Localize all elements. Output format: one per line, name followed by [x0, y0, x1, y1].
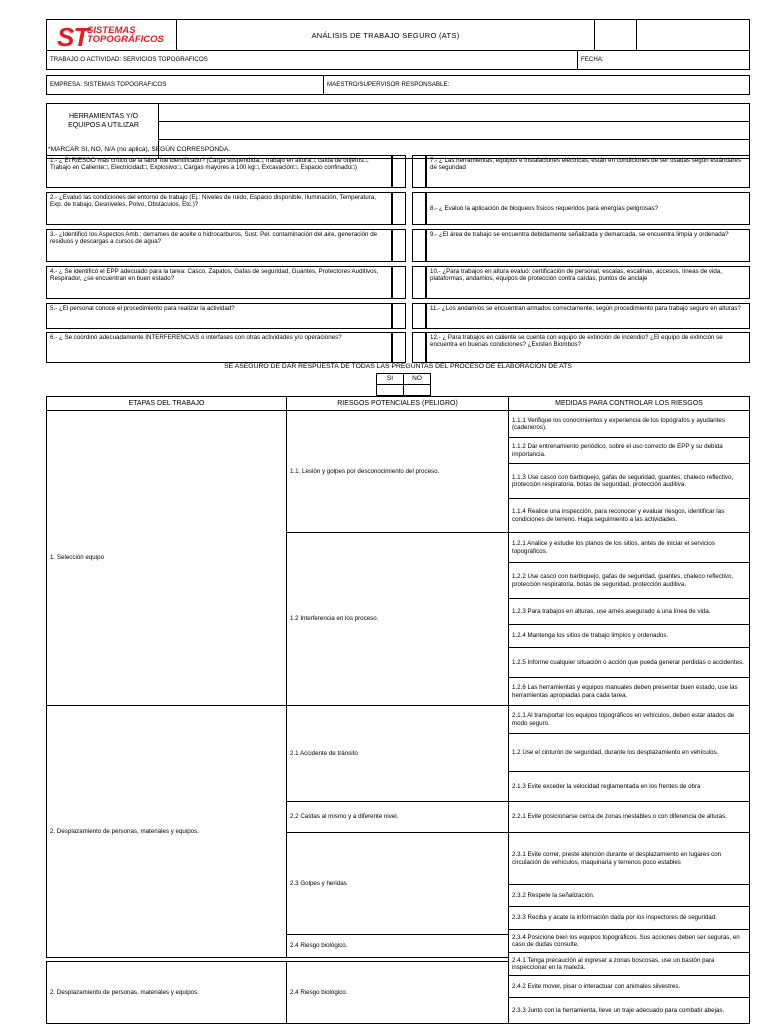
- medida-cell-11: [508, 705, 750, 734]
- medida-cell-19: [508, 952, 750, 976]
- checklist-question-10: 10.- ¿Para trabajos en altura evaluó: certificación de personal, escalas, escalinas, accesos, líneas de vida, plataformas, andamios, equipos de protección contra caídas, puntos de anclaje: [426, 266, 750, 299]
- header-medidas: MEDIDAS PARA CONTROLAR LOS RIESGOS: [508, 396, 750, 411]
- empresa-field[interactable]: [46, 75, 324, 95]
- fecha-field[interactable]: [577, 50, 750, 70]
- medida-text-9: 1.2.5 Informe cualquier situación o acción que pueda generar perdidas o accidentes.: [512, 658, 744, 666]
- checklist-question-3: 3.- ¿Identificó los Aspectos Amb.: derrames de aceite o hidrocarburos, Sust. Pel. contaminación del aire, generación de residuos y descargas a cursos de agua?: [46, 229, 392, 262]
- medida-cell-12: [508, 733, 750, 772]
- answer-box-6[interactable]: [392, 332, 406, 363]
- title-cell: [176, 19, 595, 51]
- medida-cell-1: [508, 410, 750, 438]
- medida-text-8: 1.2.4 Mantenga los sitios de trabajo limpios y ordenados.: [512, 632, 669, 640]
- logo-letters: ST: [57, 22, 89, 51]
- answer-box-1[interactable]: [392, 155, 406, 188]
- medida-text-3: 1.1.3 Use casco con barbiquejo, gafas de seguridad, guantes, chaleco reflectivo, protección respiratoria, botas de seguridad, protección auditiva.: [512, 473, 734, 488]
- medida-text-16: 2.3.2 Respete la señalización.: [512, 891, 595, 899]
- riesgo-cell-1: [286, 410, 509, 533]
- medida-text-13: 2.1.3 Evite exceder la velocidad reglamentada en los frentes de obra: [512, 782, 701, 790]
- medida-text-14: 2.2.1 Evite posicionarse cerca de zonas inestables o con diferencia de alturas.: [512, 813, 727, 821]
- etapa-text-3: 2. Desplazamiento de personas, materiales y equipos.: [50, 988, 199, 996]
- medida-cell-9: [508, 647, 750, 678]
- confirm-no-answer[interactable]: [403, 384, 431, 396]
- medida-cell-8: [508, 624, 750, 648]
- answer-box-11[interactable]: [412, 303, 426, 329]
- logo-cell: [46, 19, 177, 51]
- confirm-si[interactable]: SI: [376, 373, 404, 385]
- confirm-statement: SE ASEGURÓ DE DAR RESPUESTA DE TODAS LAS PREGUNTAS DEL PROCESO DE ELABORACIÓN DE ATS: [224, 363, 572, 370]
- header-blank-2: [636, 19, 750, 51]
- medida-text-19: 2.4.1 Tenga precaución al ingresar a zonas boscosas, use un bastón para inspeccionar en la maleza.: [512, 956, 715, 971]
- medida-cell-6: [508, 562, 750, 599]
- herramientas-label-2: EQUIPOS A UTILIZAR: [68, 122, 139, 129]
- riesgo-cell-3: [286, 705, 509, 802]
- logo-line-2: TOPOGRÁFICOS: [87, 34, 164, 45]
- medida-text-21: 2.3.3 Junto con la herramienta, lleve un traje adecuado para combatir abejas.: [512, 1006, 725, 1014]
- riesgo-text-7: 2.4 Riesgo biológico.: [290, 988, 348, 996]
- medida-text-17: 2.3.3 Reciba y acate la información dada por los inspectores de seguridad.: [512, 914, 717, 922]
- trabajo-field[interactable]: [46, 50, 578, 70]
- medida-cell-18: [508, 929, 750, 953]
- checklist-question-12: 12.- ¿ Para trabajos en caliente se cuenta con equipo de extinción de incendio? ¿El equipo de extinción se encuentra en buenas condiciones? ¿Existen Biombos?: [426, 332, 750, 363]
- medida-cell-15: [508, 832, 750, 885]
- fecha-label: FECHA:: [581, 56, 604, 64]
- medida-text-20: 2.4.2 Evite mover, pisar o interactuar con animales silvestres.: [512, 982, 681, 990]
- answer-box-8[interactable]: [412, 192, 426, 225]
- medida-cell-13: [508, 771, 750, 802]
- riesgo-text-5: 2.3 Golpes y heridas: [290, 879, 347, 887]
- medida-text-18: 2.3.4 Posicione bien los equipos topográficos. Sus acciones deben ser seguras, en caso de dudas consulte.: [512, 933, 740, 948]
- etapa-cell-1: [46, 410, 287, 706]
- medida-cell-3: [508, 463, 750, 499]
- answer-box-2[interactable]: [392, 192, 406, 225]
- medida-cell-5: [508, 532, 750, 563]
- medida-text-5: 1.2.1 Analice y estudie los planos de los sitios, antes de iniciar el servicios topográficos.: [512, 540, 715, 555]
- page-title: ANÁLISIS DE TRABAJO SEGURO (ATS): [311, 30, 460, 40]
- checklist-question-1: 1.- ¿ El RIESGO más crítico de la labor fue identificado? (Carga suspendida□, trabajo en altura□, caída de objetos□, Trabajo en Caliente□, Electricidad□, Explosivo□, Cargas mayores a 100 kg□, Excavación□, Espacio confinado□): [46, 155, 392, 188]
- medida-cell-2: [508, 437, 750, 464]
- etapa-cell-2: [46, 705, 287, 958]
- medida-text-4: 1.1.4 Realice una inspección, para reconocer y evaluar riesgos, identificar las condiciones de terreno. Haga seguimiento a las actividades.: [512, 508, 725, 523]
- checklist-question-7: 7.- ¿ Las herramientas, equipos e instalaciones eléctricas, están en condiciones de ser usadas según estándares de seguridad: [426, 155, 750, 188]
- medida-text-1: 1.1.1 Verifique los conocimientos y experiencia de los topógrafos y ayudantes (cadeneros).: [512, 416, 725, 431]
- confirm-si-answer[interactable]: [376, 384, 404, 396]
- header-blank-1: [594, 19, 637, 51]
- checklist-question-4: 4.- ¿ Se identificó el EPP adecuado para la tarea: Casco, Zapatos, Gafas de seguridad, Guantes, Protectores Auditivos, Respirador, ¿se encuentran en buen estado?: [46, 266, 392, 299]
- medida-text-6: 1.2.2 Use casco con barbiquejo, gafas de seguridad, guantes, chaleco reflectivo, protección respiratoria, botas de seguridad, protección auditiva.: [512, 573, 734, 588]
- checklist-question-8-text: 8.- ¿ Evaluó la aplicación de bloqueos físicos requeridos para energías peligrosas?: [430, 204, 659, 212]
- trabajo-label: TRABAJO O ACTIVIDAD: SERVICIOS TOPOGRAFICOS: [50, 56, 208, 64]
- medida-cell-14: [508, 801, 750, 833]
- answer-box-10[interactable]: [412, 266, 426, 299]
- medida-text-15: 2.3.1 Evite correr, preste atención durante el desplazamiento en lugares con circulación de vehículos, maquinaria y terrenos poco estables: [512, 851, 722, 866]
- medida-text-11: 2.1.1 Al transportar los equipos topográficos en vehículos, deben estar atados de modo seguro.: [512, 712, 735, 727]
- medida-cell-10: [508, 677, 750, 706]
- medida-text-10: 1.2.6 Las herramientas y equipos manuales deben presentar buen estado, use las herramientas apropiadas para cada tarea.: [512, 684, 738, 699]
- riesgo-text-3: 2.1 Accidente de tránsito: [290, 749, 358, 757]
- medida-cell-16: [508, 884, 750, 907]
- header-etapas: ETAPAS DEL TRABAJO: [46, 396, 287, 411]
- medida-cell-17: [508, 906, 750, 930]
- answer-box-12[interactable]: [412, 332, 426, 363]
- riesgo-cell-4: [286, 801, 509, 833]
- logo-line-1: SISTEMAS: [87, 25, 136, 36]
- medida-cell-4: [508, 498, 750, 533]
- answer-box-9[interactable]: [412, 229, 426, 262]
- empresa-label: EMPRESA: SISTEMAS TOPOGRAFICOS: [50, 81, 167, 89]
- answer-box-5[interactable]: [392, 303, 406, 329]
- checklist-question-6: 6.- ¿ Se coordinó adecuadamente INTERFERENCIAS o interfases con otras actividades y/o operaciones?: [46, 332, 392, 363]
- checklist-question-5: 5.- ¿El personal conoce el procedimiento para realizar la actividad?: [46, 303, 392, 329]
- riesgo-cell-5: [286, 832, 509, 935]
- checklist-question-8: [426, 192, 750, 225]
- checklist-question-2: 2.- ¿Evaluó las condiciones del entorno de trabajo (Ej.: Niveles de ruido, Espacio disponible, Iluminación, Temperatura, Exp. de trabajo, Desniveles, Polvo, Obstáculos, Etc.)?: [46, 192, 392, 225]
- herramientas-input-1[interactable]: [158, 103, 750, 122]
- confirm-no[interactable]: NO: [403, 373, 431, 385]
- maestro-field[interactable]: [323, 75, 750, 95]
- riesgo-cell-2: [286, 532, 509, 706]
- riesgo-text-1: 1.1. Lesión y golpes por desconocimiento del proceso.: [290, 467, 440, 475]
- medida-cell-21: [508, 997, 750, 1024]
- answer-box-4[interactable]: [392, 266, 406, 299]
- etapa-text-2: 2. Desplazamiento de personas, materiales y equipos.: [50, 827, 199, 835]
- checklist-instruction: *MARCAR SI, NO, N/A (no aplica), SEGÚN CORRESPONDA.: [48, 146, 231, 153]
- herramientas-label-1: HERRAMIENTAS Y/O: [69, 113, 138, 120]
- etapa-cell-3: [46, 961, 287, 1024]
- medida-text-7: 1.2.3 Para trabajos en alturas, use arnés asegurado a una línea de vida.: [512, 607, 711, 615]
- medida-text-12: 1.2 Use el cinturón de seguridad, durante los desplazamiento en vehículos.: [512, 748, 719, 756]
- answer-box-3[interactable]: [392, 229, 406, 262]
- medida-cell-20: [508, 975, 750, 998]
- medida-text-2: 1.1.2 Dar entrenamiento periódico, sobre el uso correcto de EPP y su debida importancia.: [512, 443, 723, 458]
- riesgo-text-2: 1.2 Interferencia en los proceso.: [290, 615, 379, 623]
- etapa-text-1: 1. Selección equipo: [50, 554, 105, 562]
- maestro-label: MAESTRO/SUPERVISOR RESPONSABLE:: [327, 81, 450, 89]
- riesgo-text-6: 2.4 Riesgo biológico.: [290, 942, 348, 950]
- herramientas-input-2[interactable]: [158, 121, 750, 140]
- riesgo-text-4: 2.2 Caídas al mismo y a diferente nivel.: [290, 813, 399, 821]
- medida-cell-7: [508, 598, 750, 625]
- checklist-question-11: 11.- ¿Los andamios se encuentran armados correctamente, según procedimiento para trabajo seguro en alturas?: [426, 303, 750, 329]
- header-riesgos: RIESGOS POTENCIALES (PELIGRO): [286, 396, 509, 411]
- answer-box-7[interactable]: [412, 155, 426, 188]
- riesgo-cell-6: [286, 934, 509, 958]
- riesgo-cell-7: [286, 961, 509, 1024]
- checklist-question-9: 9.- ¿El área de trabajo se encuentra debidamente señalizada y demarcada, se encuentra limpia y ordenada?: [426, 229, 750, 262]
